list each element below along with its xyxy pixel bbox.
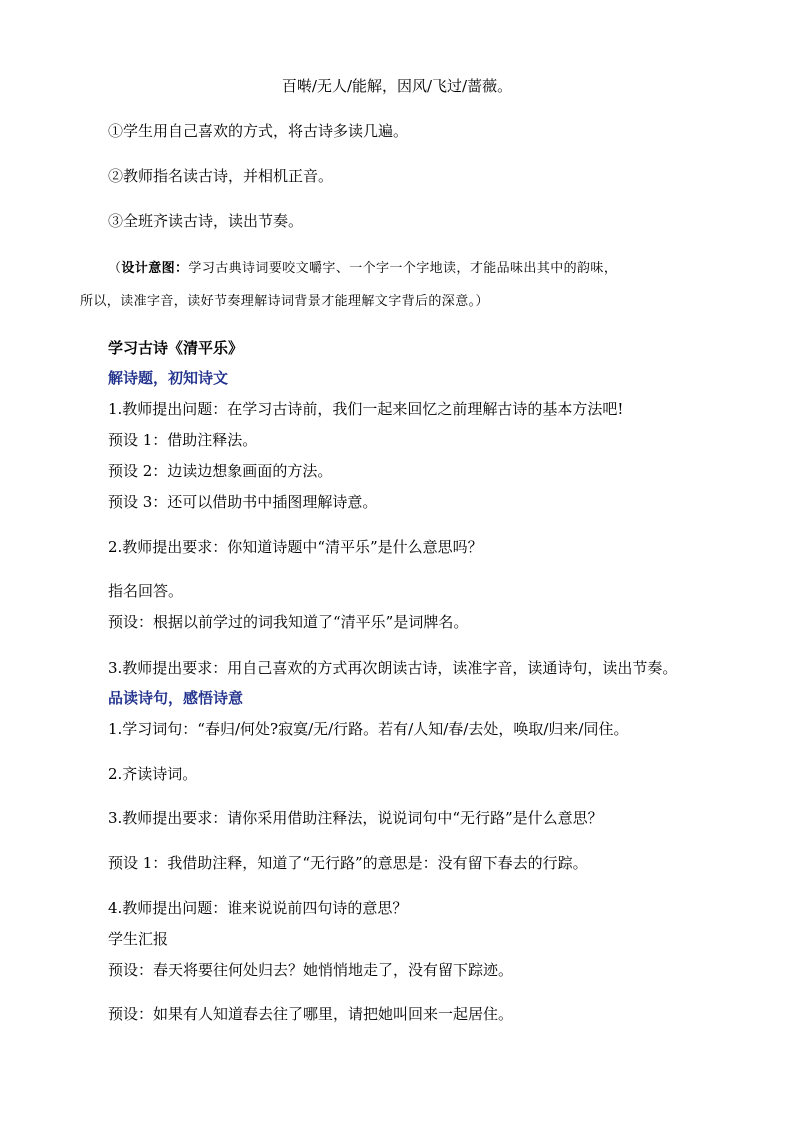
design-intent-text-1: 学习古典诗词要咬文嚼字、一个字一个字地读，才能品味出其中的韵味， [188,261,618,276]
part2-step-1: 1.学习词句：“春归/何处?寂寞/无/行路。若有/人知/春/去处，唤取/归来/同住。 [108,720,629,738]
design-intent-open: （ [108,261,122,276]
step-3: ③全班齐读古诗，读出节奏。 [108,212,304,230]
step-1: ①学生用自己喜欢的方式，将古诗多读几遍。 [108,122,409,140]
part1-preset-1: 预设 1：借助注释法。 [108,431,258,449]
part2-preset-3: 预设：如果有人知道春去往了哪里，请把她叫回来一起居住。 [108,1005,514,1023]
part1-heading: 解诗题，初知诗文 [108,369,229,387]
part1-question-3: 3.教师提出要求：用自己喜欢的方式再次朗读古诗，读准字音，读通诗句，读出节奏。 [108,659,678,677]
part1-question-1: 1.教师提出问题：在学习古诗前，我们一起来回忆之前理解古诗的基本方法吧! [108,400,624,418]
part2-step-4: 4.教师提出问题：谁来说说前四句诗的意思？ [108,899,408,917]
poem-line: 百啭/无人/能解，因风/飞过/蔷薇。 [281,77,513,95]
part2-step-3: 3.教师提出要求：请你采用借助注释法，说说词句中“无行路”是什么意思？ [108,809,603,827]
step-2: ②教师指名读古诗，并相机正音。 [108,167,334,185]
part2-preset-2: 预设：春天将要往何处归去？她悄悄地走了，没有留下踪迹。 [108,961,514,979]
part1-preset-3: 预设 3：还可以借助书中插图理解诗意。 [108,493,378,511]
section-title: 学习古诗《清平乐》 [108,339,244,357]
design-intent-line-1 [108,259,617,279]
design-intent-label: 设计意图： [121,261,189,276]
design-intent-line-2: 所以，读准字音，读好节奏理解诗词背景才能理解文字背后的深意。） [80,294,489,309]
part1-answer-prompt: 指名回答。 [108,582,184,600]
part2-preset-1: 预设 1：我借助注释，知道了“无行路”的意思是：没有留下春去的行踪。 [108,854,588,872]
part1-preset-2: 预设 2：边读边想象画面的方法。 [108,462,333,480]
part2-student-report: 学生汇报 [108,930,169,948]
part1-question-2: 2.教师提出要求：你知道诗题中“清平乐”是什么意思吗？ [108,538,483,556]
part2-heading: 品读诗句，感悟诗意 [108,689,244,707]
part1-preset-4: 预设：根据以前学过的词我知道了“清平乐”是词牌名。 [108,613,469,631]
part2-step-2: 2.齐读诗词。 [108,765,198,783]
